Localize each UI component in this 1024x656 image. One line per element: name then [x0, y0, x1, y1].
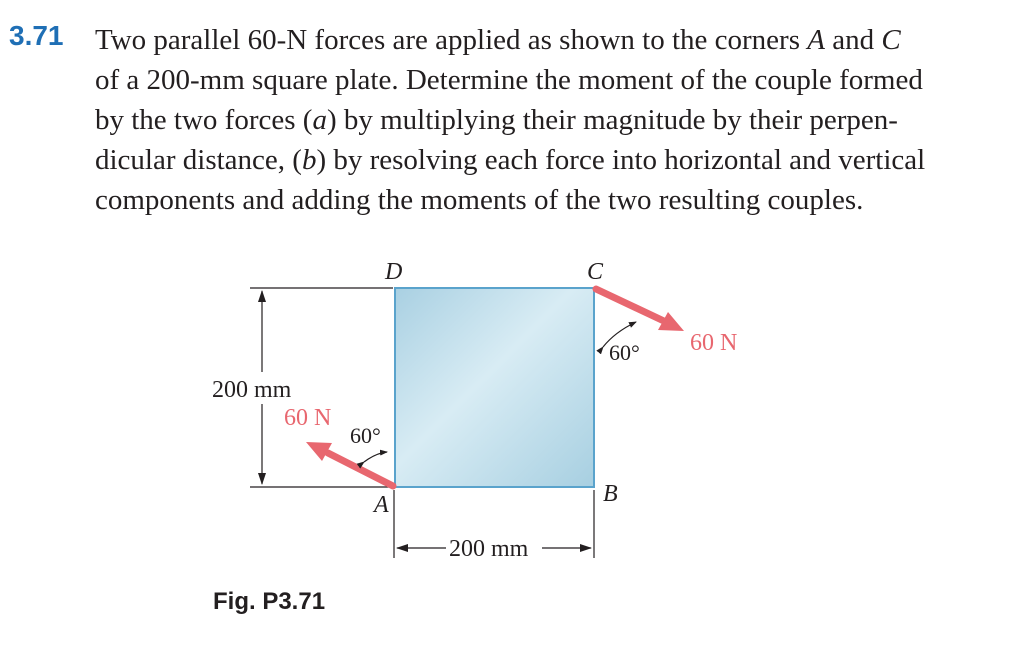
force-c-arrow [596, 289, 684, 331]
problem-line-2: of a 200-mm square plate. Determine the moment of the couple formed [95, 64, 923, 96]
problem-line-5: components and adding the moments of the two resulting couples. [95, 184, 864, 216]
problem-line-3: by the two forces (a) by multiplying their magnitude by their perpen- [95, 104, 898, 136]
square-plate [395, 288, 594, 487]
force-a-angle-label: 60° [350, 423, 381, 448]
problem-line-1: Two parallel 60-N forces are applied as shown to the corners A and C [95, 24, 901, 56]
problem-line-4: dicular distance, (b) by resolving each force into horizontal and vertical [95, 144, 926, 176]
corner-label-d: D [385, 259, 403, 285]
figure-caption: Fig. P3.71 [213, 588, 326, 615]
dim-vertical-label: 200 mm [212, 377, 292, 403]
force-a-magnitude-label: 60 N [284, 405, 332, 431]
dim-horizontal-label: 200 mm [449, 536, 529, 562]
force-c-magnitude-label: 60 N [690, 330, 738, 356]
corner-label-c: C [587, 259, 604, 285]
problem-number: 3.71 [9, 20, 64, 51]
force-c-angle-label: 60° [609, 340, 640, 365]
corner-label-b: B [603, 481, 618, 507]
corner-label-a: A [374, 492, 389, 518]
force-a-arrow [306, 442, 393, 486]
force-a-angle-arc [364, 452, 387, 462]
